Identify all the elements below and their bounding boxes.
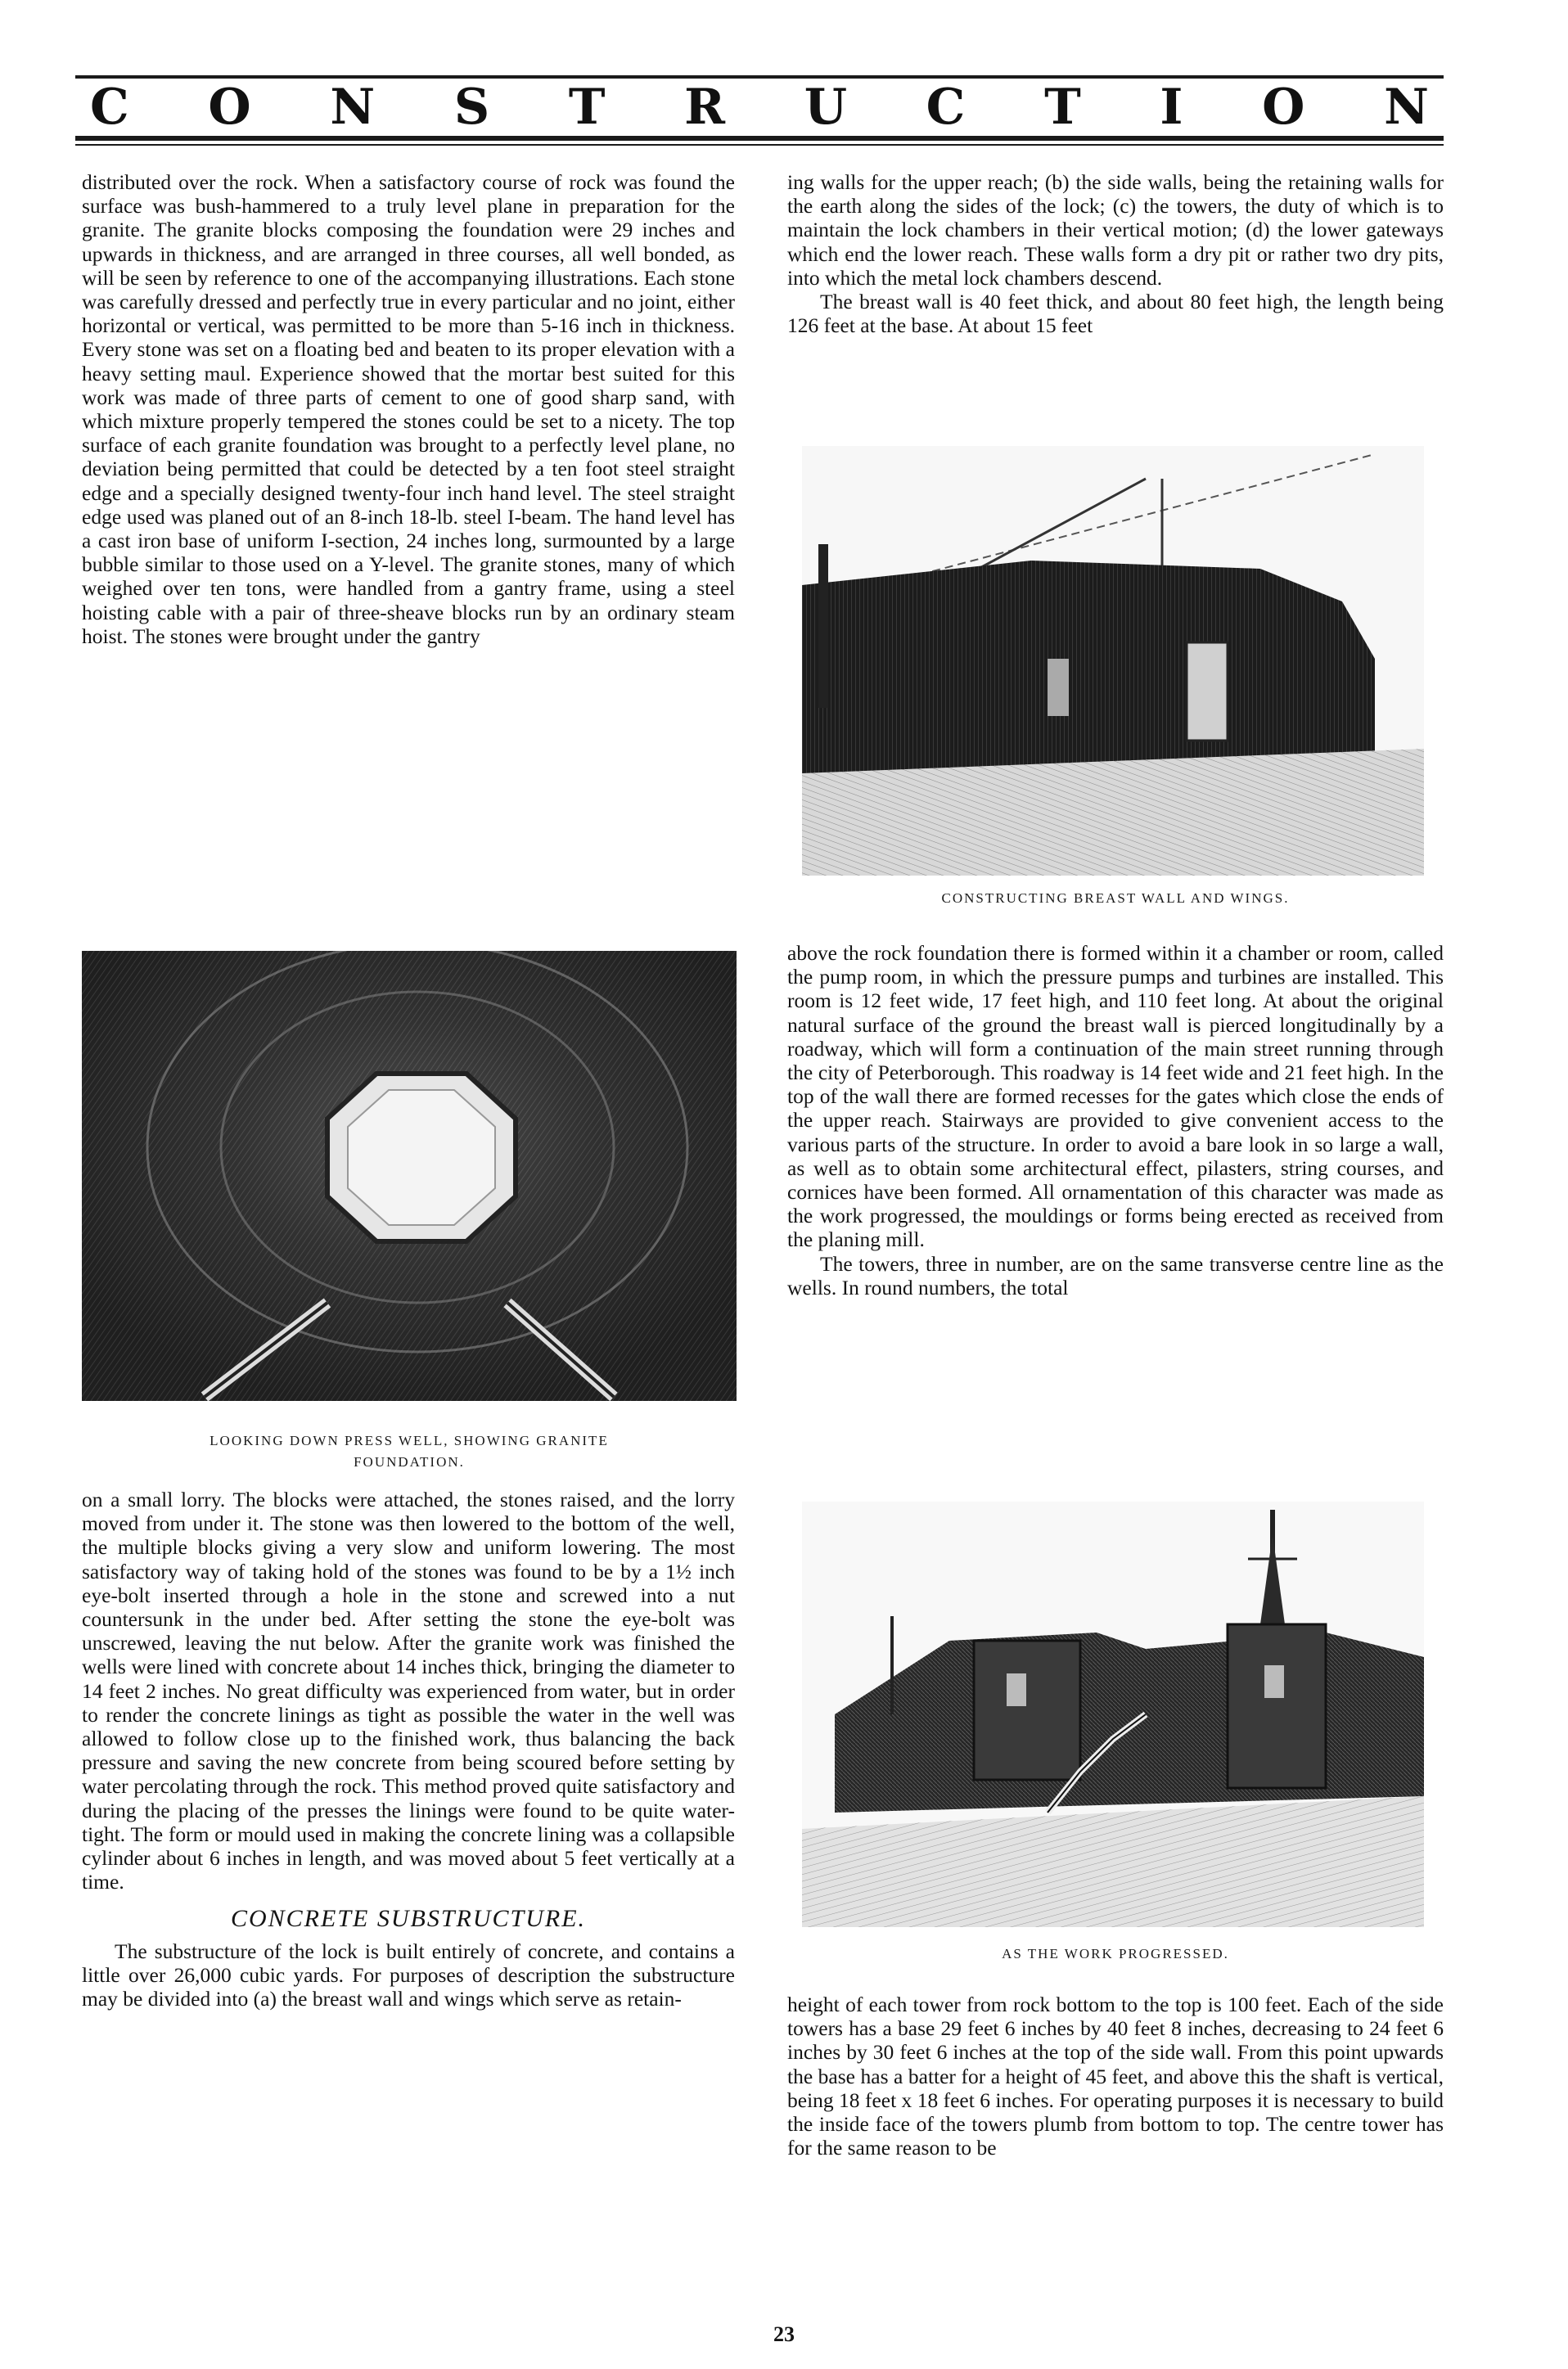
paragraph: The substructure of the lock is built entirely of concrete, and contains a little over 26,000 cubic yards. For purposes of description the substructure may be divided into (a) the breast wall and wings which serve as retain- xyxy=(82,1939,735,2011)
paragraph: on a small lorry. The blocks were attached, the stones raised, and the lorry moved from under it. The stone was then lowered to the bottom of the well, the multiple blocks giving a very slow and uniform lowering. The most satisfactory way of taking hold of the stones was found to be by a 1½ inch eye-bolt inserted through a hole in the stone and screwed into a nut countersunk in the under bed. After setting the stone the eye-bolt was unscrewed, leaving the nut below. After the granite work was finished the wells were lined with concrete about 14 inches thick, bringing the diameter to 14 feet 2 inches. No great difficulty was experienced from water, but in order to render the concrete linings as tight as possible the water in the well was allowed to follow close up to the finished work, thus balancing the back pressure and saving the new concrete from being scoured before setting by water percolating through the rock. This method proved quite satisfactory and during the placing of the presses the linings were found to be quite water-tight. The form or mould used in making the concrete lining was a collapsible cylinder about 6 inches in length, and was moved about 5 feet vertically at a time. xyxy=(82,1488,735,1894)
breast-wall-photo xyxy=(802,446,1424,876)
left-column-bottom xyxy=(82,1488,735,2322)
header-rule-top xyxy=(75,75,1444,79)
section-heading: CONCRETE SUBSTRUCTURE. xyxy=(230,1905,587,1933)
right-column-middle xyxy=(787,941,1444,1473)
right-column-bottom xyxy=(787,1993,1444,2312)
title-letter: O xyxy=(1262,79,1305,136)
running-title xyxy=(75,80,1444,134)
breast-wall-illustration xyxy=(802,446,1424,876)
title-letter: R xyxy=(684,79,726,136)
right-column-top xyxy=(787,170,1444,417)
page-number: 23 xyxy=(773,2322,795,2346)
title-letter: C xyxy=(926,79,966,136)
progress-caption: AS THE WORK PROGRESSED. xyxy=(1002,1946,1229,1961)
header-rule-thin xyxy=(75,144,1444,146)
left-column-top xyxy=(82,170,735,931)
paragraph: The breast wall is 40 feet thick, and about 80 feet high, the length being 126 feet at the base. At about 15 feet xyxy=(787,290,1444,338)
title-letter: T xyxy=(568,79,606,136)
caption-line: LOOKING DOWN PRESS WELL, SHOWING GRANITE xyxy=(210,1433,609,1448)
title-letter: N xyxy=(1384,79,1429,136)
paragraph: ing walls for the upper reach; (b) the side walls, being the retaining walls for the earth along the sides of the lock; (c) the towers, the duty of which is to maintain the lock chambers in their vertical motion; (d) the lower gateways which end the lower reach. These walls form a dry pit or rather two dry pits, into which the metal lock chambers descend. xyxy=(787,170,1444,290)
progress-illustration xyxy=(802,1502,1424,1927)
paragraph: height of each tower from rock bottom to the top is 100 feet. Each of the side towers has a base 29 feet 6 inches by 40 feet 8 inches, decreasing to 24 feet 6 inches by 30 feet 6 inches at the top of the side wall. From this point upwards the base has a batter for a height of 45 feet, and above this the shaft is vertical, being 18 feet x 18 feet 6 inches. For operating purposes it is necessary to build the inside face of the towers plumb from bottom to top. The centre tower has for the same reason to be xyxy=(787,1993,1444,2160)
caption-line: FOUNDATION. xyxy=(354,1454,465,1470)
paragraph: The towers, three in number, are on the same transverse centre line as the wells. In round numbers, the total xyxy=(787,1251,1444,1299)
title-letter: T xyxy=(1044,79,1081,136)
header-rule-bottom xyxy=(75,136,1444,141)
progress-photo xyxy=(802,1502,1424,1927)
press-well-illustration xyxy=(82,951,737,1401)
breast-wall-caption: CONSTRUCTING BREAST WALL AND WINGS. xyxy=(941,890,1290,906)
paragraph: distributed over the rock. When a satisfactory course of rock was found the surface was bush-hammered to a truly level plane in preparation for the granite. The granite blocks composing the foundation were 29 inches and upwards in thickness, and are arranged in three courses, all well bonded, as will be seen by reference to one of the accompanying illustrations. Each stone was carefully dressed and perfectly true in every particular and no joint, either horizontal or vertical, was permitted to be more than 5-16 inch in thickness. Every stone was set on a floating bed and beaten to its proper elevation with a heavy setting maul. Experience showed that the mortar best suited for this work was made of three parts of cement to one of good sharp sand, with which mixture properly tempered the stones could be set to a nicety. The top surface of each granite foundation was brought to a perfectly level plane, no deviation being permitted that could be detected by a ten foot steel straight edge and a specially designed twenty-four inch hand level. The steel straight edge used was planed out of an 8-inch 18-lb. steel I-beam. The hand level has a cast iron base of uniform I-section, 24 inches long, surmounted by a large bubble similar to those used on a Y-level. The granite stones, many of which weighed over ten tons, were handled from a gantry frame, using a steel hoisting cable with a pair of three-sheave blocks run by an ordinary steam hoist. The stones were brought under the gantry xyxy=(82,170,735,648)
press-well-photo xyxy=(82,951,737,1401)
title-letter: C xyxy=(90,79,129,136)
title-letter: U xyxy=(804,79,848,136)
title-letter: I xyxy=(1160,79,1183,136)
title-letter: S xyxy=(453,79,490,136)
title-letter: O xyxy=(208,79,251,136)
press-well-caption xyxy=(82,1430,737,1473)
title-letter: N xyxy=(330,79,376,136)
paragraph: above the rock foundation there is formed within it a chamber or room, called the pump room, in which the pressure pumps and turbines are installed. This room is 12 feet wide, 17 feet high, and 110 feet long. At about the original natural surface of the ground the breast wall is pierced longitudinally by a roadway, which will form a continuation of the main street running through the city of Peterborough. This roadway is 14 feet wide and 21 feet high. In the top of the wall there are formed recesses for the gates which close the ends of the upper reach. Stairways are provided to give convenient access to the various parts of the structure. In order to avoid a bare look in so large a wall, as well as to obtain some architectural effect, pilasters, string courses, and cornices have been formed. All ornamentation of this character was made as the work progressed, the mouldings or forms being erected as received from the planing mill. xyxy=(787,941,1444,1252)
